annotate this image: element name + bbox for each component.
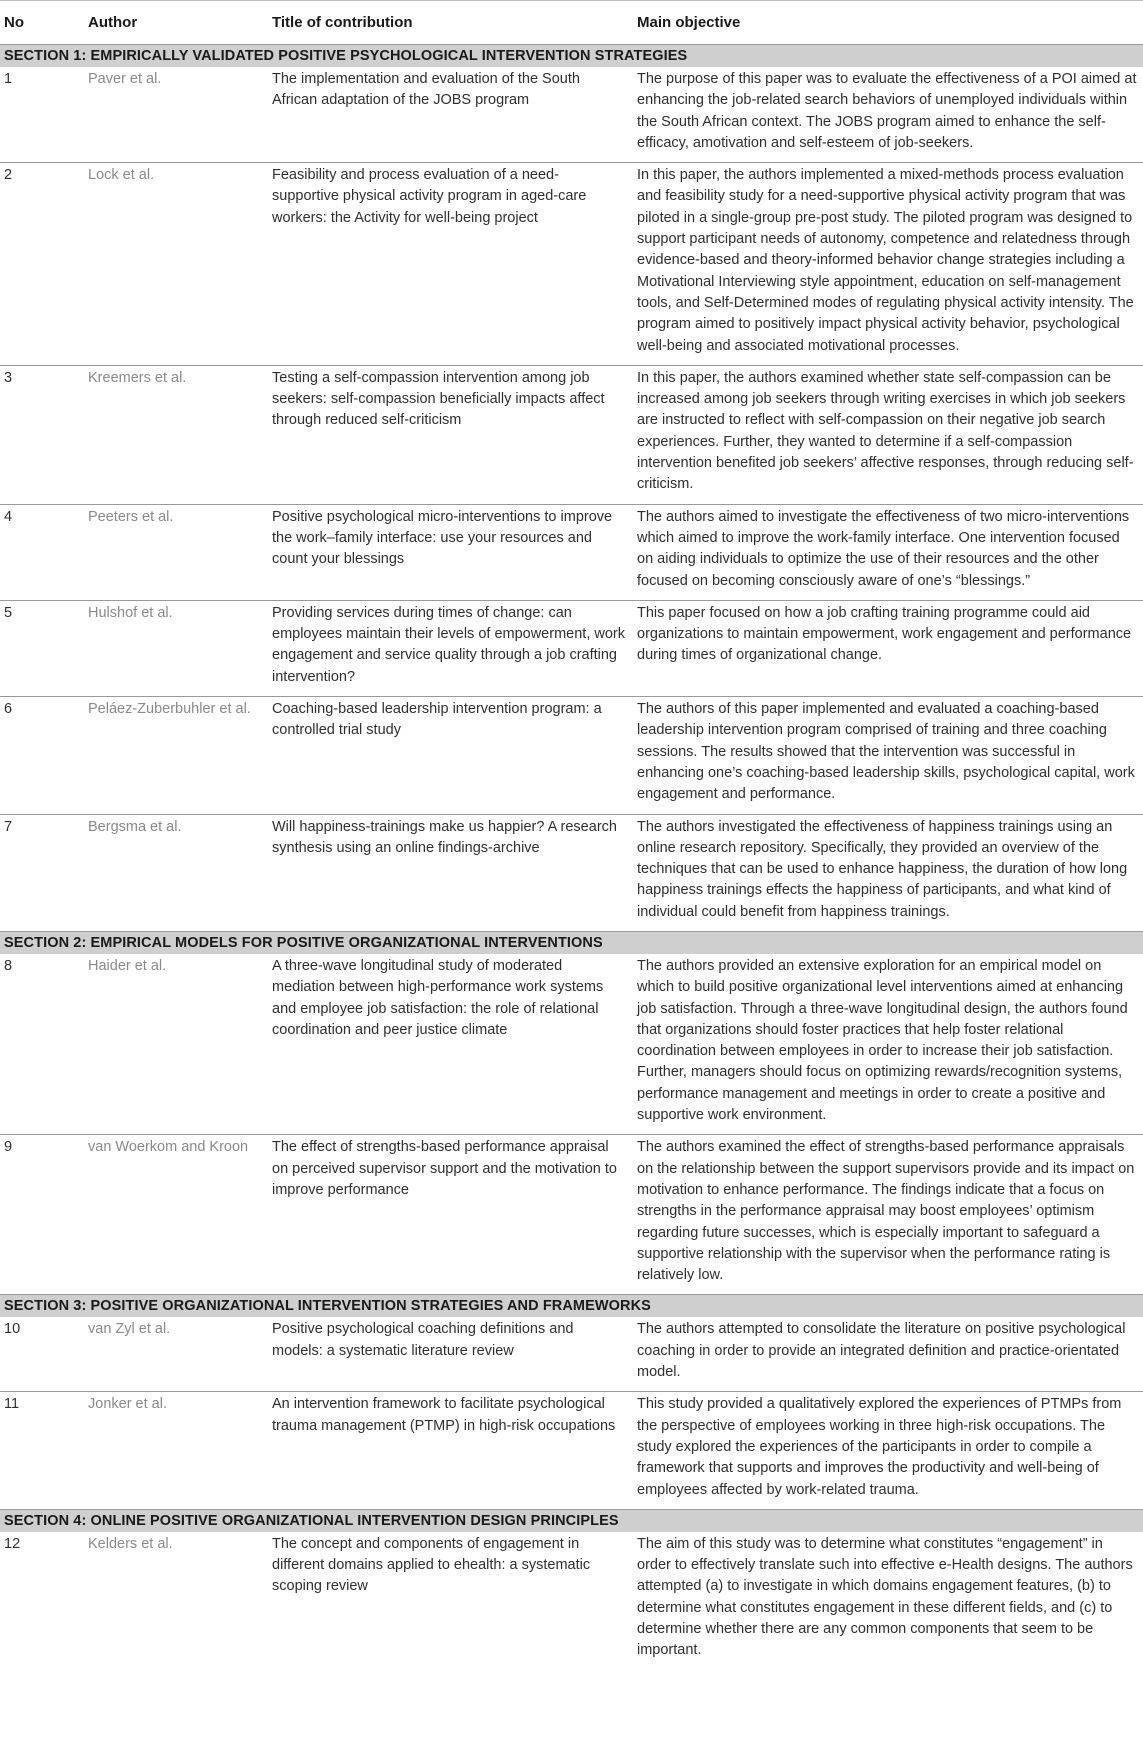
row-no: 8 <box>0 954 82 1135</box>
table-row <box>0 600 1143 696</box>
row-title: The implementation and evaluation of the South African adaptation of the JOBS program <box>266 67 631 163</box>
row-objective: The authors examined the effect of strengths-based performance appraisals on the relationship between the support supervisors provide and its impact on motivation to enhance performance. The findings indicate that a focus on strengths in the performance appraisal may boost employees’ optimism regarding future successes, which is especially important to safeguard a supportive relationship with the supervisor when the performance rating is relatively low. <box>631 1135 1143 1295</box>
section-title: SECTION 2: EMPIRICAL MODELS FOR POSITIVE ORGANIZATIONAL INTERVENTIONS <box>0 931 1143 954</box>
table-row <box>0 697 1143 814</box>
table-row <box>0 1532 1143 1670</box>
row-author: Jonker et al. <box>82 1392 266 1509</box>
row-author: Kreemers et al. <box>82 365 266 504</box>
table-body <box>0 45 1143 1670</box>
header-author: Author <box>82 1 266 45</box>
row-author: Haider et al. <box>82 954 266 1135</box>
row-title: An intervention framework to facilitate psychological trauma management (PTMP) in high-risk occupations <box>266 1392 631 1509</box>
row-author: Kelders et al. <box>88 1535 173 1552</box>
row-author: Bergsma et al. <box>82 814 266 931</box>
section-row <box>0 1295 1143 1318</box>
row-title: Feasibility and process evaluation of a need-supportive physical activity program in aged-care workers: the Activity for well-being project <box>266 163 631 366</box>
row-author: van Zyl et al. <box>82 1317 266 1391</box>
row-author: Paver et al. <box>82 67 266 163</box>
row-title: Will happiness-trainings make us happier? A research synthesis using an online findings-archive <box>266 814 631 931</box>
table-row <box>0 954 1143 1135</box>
table-row <box>0 1135 1143 1295</box>
row-no: 6 <box>0 697 82 814</box>
table-row <box>0 67 1143 163</box>
row-objective: The authors aimed to investigate the effectiveness of two micro-interventions which aimed to improve the work-family interface. One intervention focused on aiding individuals to optimize the use of their resources and the other focused on becoming consciously aware of one’s “blessings.” <box>631 504 1143 600</box>
row-no: 11 <box>0 1392 82 1509</box>
section-row <box>0 931 1143 954</box>
table-header-row <box>0 1 1143 45</box>
row-objective: The purpose of this paper was to evaluate the effectiveness of a POI aimed at enhancing the job-related search behaviors of unemployed individuals within the South African context. The JOBS program aimed to enhance the self-efficacy, amotivation and self-esteem of job-seekers. <box>631 67 1143 163</box>
section-title: SECTION 4: ONLINE POSITIVE ORGANIZATIONAL INTERVENTION DESIGN PRINCIPLES <box>0 1509 1143 1532</box>
row-objective: In this paper, the authors examined whether state self-compassion can be increased among job seekers through writing exercises in which job seekers are instructed to reflect with self-compassion on their negative job search experiences. Further, they wanted to determine if a self-compassion intervention benefited job seekers’ affective responses, through reducing self-criticism. <box>631 365 1143 504</box>
row-objective: The authors of this paper implemented and evaluated a coaching-based leadership intervention program comprised of training and three coaching sessions. The results showed that the intervention was successful in enhancing one’s coaching-based leadership skills, psychological capital, work engagement and performance. <box>631 697 1143 814</box>
row-title: Coaching-based leadership intervention program: a controlled trial study <box>266 697 631 814</box>
row-title: The effect of strengths-based performance appraisal on perceived supervisor support and the motivation to improve performance <box>266 1135 631 1295</box>
table-row <box>0 163 1143 366</box>
row-no: 1 <box>0 67 82 163</box>
row-title: Providing services during times of change: can employees maintain their levels of empowerment, work engagement and service quality through a job crafting intervention? <box>266 600 631 696</box>
row-author: Lock et al. <box>82 163 266 366</box>
row-title: Positive psychological coaching definitions and models: a systematic literature review <box>266 1317 631 1391</box>
row-objective: The authors provided an extensive exploration for an empirical model on which to build positive organizational level interventions aimed at enhancing job satisfaction. Through a three-wave longitudinal design, the authors found that organizations should foster practices that help foster relational coordination between employees in order to increase their job satisfaction. Further, managers should focus on optimizing rewards/recognition systems, performance management and meetings in order to create a positive and supportive work environment. <box>631 954 1143 1135</box>
table-row <box>0 814 1143 931</box>
section-title: SECTION 1: EMPIRICALLY VALIDATED POSITIVE PSYCHOLOGICAL INTERVENTION STRATEGIES <box>0 45 1143 68</box>
row-no: 3 <box>0 365 82 504</box>
row-no: 12 <box>4 1535 21 1552</box>
row-objective: This paper focused on how a job crafting training programme could aid organizations to maintain empowerment, work engagement and performance during times of organizational change. <box>631 600 1143 696</box>
table-row <box>0 504 1143 600</box>
header-objective: Main objective <box>631 1 1143 45</box>
row-no: 5 <box>0 600 82 696</box>
row-objective: The authors attempted to consolidate the literature on positive psychological coaching in order to provide an integrated definition and practice-orientated model. <box>631 1317 1143 1391</box>
row-author: Peeters et al. <box>82 504 266 600</box>
section-title: SECTION 3: POSITIVE ORGANIZATIONAL INTERVENTION STRATEGIES AND FRAMEWORKS <box>0 1295 1143 1318</box>
row-no: 2 <box>0 163 82 366</box>
section-row <box>0 1509 1143 1532</box>
row-title: Testing a self-compassion intervention among job seekers: self-compassion beneficially impacts affect through reduced self-criticism <box>266 365 631 504</box>
row-objective: The authors investigated the effectiveness of happiness trainings using an online research repository. Specifically, they provided an overview of the techniques that can be used to enhance happiness, the duration of how long happiness trainings effects the happiness of participants, and what kind of individual could benefit from happiness trainings. <box>631 814 1143 931</box>
row-no: 9 <box>0 1135 82 1295</box>
row-objective: This study provided a qualitatively explored the experiences of PTMPs from the perspective of employees working in three high-risk occupations. The study explored the experiences of the participants in order to compile a framework that supports and improves the productivity and well-being of employees affected by work-related trauma. <box>631 1392 1143 1509</box>
row-author: Peláez-Zuberbuhler et al. <box>82 697 266 814</box>
row-author: van Woerkom and Kroon <box>82 1135 266 1295</box>
row-no: 7 <box>0 814 82 931</box>
row-objective: The aim of this study was to determine what constitutes “engagement” in order to effectively translate such into effective e-Health designs. The authors attempted (a) to investigate in which domains engagement features, (b) to determine what constitutes engagement in these different fields, and (c) to determine whether there are any common components that seem to be important. <box>637 1535 1133 1659</box>
table-row <box>0 365 1143 504</box>
section-row <box>0 45 1143 68</box>
row-no: 4 <box>0 504 82 600</box>
row-title: Positive psychological micro-interventions to improve the work–family interface: use your resources and count your blessings <box>266 504 631 600</box>
row-author: Hulshof et al. <box>82 600 266 696</box>
row-title: A three-wave longitudinal study of moderated mediation between high-performance work systems and employee job satisfaction: the role of relational coordination and peer justice climate <box>266 954 631 1135</box>
table-row <box>0 1392 1143 1509</box>
header-no: No <box>0 1 82 45</box>
table-row <box>0 1317 1143 1391</box>
row-no: 10 <box>0 1317 82 1391</box>
row-title: The concept and components of engagement in different domains applied to ehealth: a systematic scoping review <box>272 1535 591 1595</box>
row-objective: In this paper, the authors implemented a mixed-methods process evaluation and feasibility study for a need-supportive physical activity program that was piloted in a single-group pre-post study. The piloted program was designed to support participant needs of autonomy, competence and relatedness through evidence-based and theory-informed behavior change strategies including a Motivational Interviewing style appointment, education on self-management tools, and Self-Determined modes of regulating physical activity intensity. The program aimed to positively impact physical activity behavior, psychological well-being and associated motivational processes. <box>631 163 1143 366</box>
header-title: Title of contribution <box>266 1 631 45</box>
